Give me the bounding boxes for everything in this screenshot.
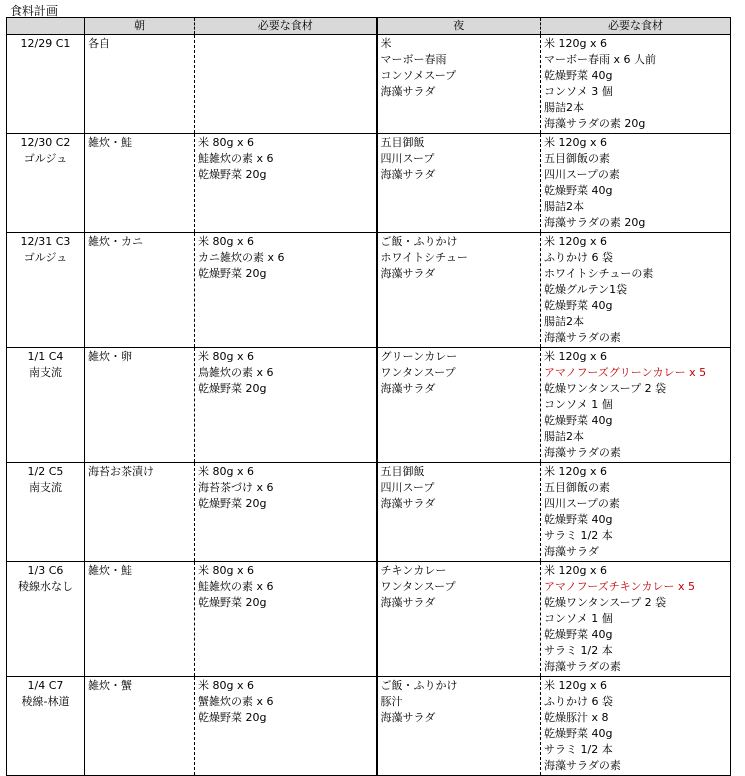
table-row	[7, 562, 731, 677]
date-cell-line: 稜線-林道	[21, 695, 70, 708]
dinner-items-cell-line: 腸詰2本	[544, 315, 584, 328]
date-cell	[7, 134, 85, 233]
breakfast-cell	[85, 677, 195, 776]
breakfast-items-cell	[195, 677, 377, 776]
dinner-items-cell-line: 四川スープの素	[544, 497, 620, 510]
dinner-items-cell	[541, 463, 731, 562]
breakfast-items-cell-line: 米 80g x 6	[198, 235, 254, 248]
dinner-cell-line: 海藻サラダ	[380, 711, 436, 724]
dinner-cell-line: 四川スープ	[380, 481, 435, 494]
table-row	[7, 35, 731, 134]
date-cell	[7, 463, 85, 562]
dinner-items-cell-line: 乾燥野菜 40g	[544, 628, 613, 641]
date-cell	[7, 35, 85, 134]
dinner-items-cell-line: サラミ 1/2 本	[544, 529, 613, 542]
dinner-items-cell-line: 五目御飯の素	[544, 152, 610, 165]
dinner-cell-line: ご飯・ふりかけ	[380, 235, 458, 248]
dinner-items-cell-line: 乾燥野菜 40g	[544, 414, 613, 427]
breakfast-items-cell-line: 米 80g x 6	[198, 350, 254, 363]
dinner-items-cell	[541, 35, 731, 134]
dinner-items-cell-line: 乾燥野菜 40g	[544, 513, 613, 526]
date-cell-line: ゴルジュ	[23, 152, 68, 165]
breakfast-items-cell	[195, 463, 377, 562]
date-cell-line: 1/3 C6	[27, 564, 64, 577]
dinner-items-cell-line: 海藻サラダ	[544, 545, 599, 558]
dinner-items-cell	[541, 562, 731, 677]
dinner-cell-line: 海藻サラダ	[380, 85, 436, 98]
breakfast-items-cell-line: 海苔茶づけ x 6	[198, 481, 274, 494]
date-cell-line: 1/1 C4	[27, 350, 64, 363]
dinner-items-cell-line: ふりかけ 6 袋	[544, 695, 613, 708]
dinner-items-cell-line: 海藻サラダの素	[544, 331, 621, 344]
dinner-items-cell-line: 腸詰2本	[544, 430, 584, 443]
table-row	[7, 134, 731, 233]
dinner-items-cell-line: 米 120g x 6	[544, 37, 607, 50]
dinner-cell	[377, 348, 541, 463]
breakfast-items-cell-line: 鳥雑炊の素 x 6	[198, 366, 274, 379]
dinner-cell-line: ご飯・ふりかけ	[380, 679, 458, 692]
dinner-items-cell-line: 米 120g x 6	[544, 564, 607, 577]
dinner-items-cell-line: 米 120g x 6	[544, 465, 607, 478]
breakfast-items-cell	[195, 562, 377, 677]
breakfast-cell-line: 雑炊・蟹	[88, 679, 132, 692]
breakfast-cell-line: 各自	[88, 37, 110, 50]
table-row	[7, 463, 731, 562]
date-cell	[7, 677, 85, 776]
dinner-cell	[377, 562, 541, 677]
breakfast-items-cell	[195, 233, 377, 348]
dinner-cell-line: コンソメスープ	[380, 69, 457, 82]
dinner-cell-line: マーボー春雨	[380, 53, 447, 66]
breakfast-cell-line: 雑炊・卵	[88, 350, 132, 363]
breakfast-cell	[85, 348, 195, 463]
breakfast-cell-line: 雑炊・鮭	[88, 564, 132, 577]
dinner-cell-line: 海藻サラダ	[380, 497, 436, 510]
dinner-items-cell-line: 米 120g x 6	[544, 679, 607, 692]
date-cell	[7, 348, 85, 463]
dinner-items-cell-line: 乾燥野菜 40g	[544, 727, 613, 740]
dinner-items-cell-line: アマノフーズグリーンカレー x 5	[544, 366, 707, 379]
dinner-items-cell-line: 米 120g x 6	[544, 350, 607, 363]
date-cell-line: 1/4 C7	[27, 679, 64, 692]
dinner-cell-line: 米	[380, 37, 392, 50]
breakfast-items-cell	[195, 134, 377, 233]
breakfast-items-cell-line: 鮭雑炊の素 x 6	[198, 152, 274, 165]
breakfast-items-cell-line: 鮭雑炊の素 x 6	[198, 580, 274, 593]
dinner-items-cell-line: 乾燥豚汁 x 8	[544, 711, 609, 724]
dinner-items-cell-line: 海藻サラダの素	[544, 759, 621, 772]
dinner-cell-line: 四川スープ	[380, 152, 435, 165]
dinner-cell-line: チキンカレー	[380, 564, 447, 577]
breakfast-items-cell-line: 米 80g x 6	[198, 679, 254, 692]
date-cell-line: ゴルジュ	[23, 251, 68, 264]
dinner-items-cell	[541, 677, 731, 776]
dinner-items-cell-line: 米 120g x 6	[544, 235, 607, 248]
dinner-items-cell-line: サラミ 1/2 本	[544, 644, 613, 657]
dinner-items-cell-line: サラミ 1/2 本	[544, 743, 613, 756]
header-dinner: 夜	[377, 18, 541, 35]
dinner-cell	[377, 233, 541, 348]
dinner-cell-line: グリーンカレー	[380, 350, 458, 363]
dinner-cell-line: 五目御飯	[380, 465, 425, 478]
date-cell-line: 南支流	[29, 366, 62, 379]
dinner-cell-line: 海藻サラダ	[380, 596, 436, 609]
dinner-cell-line: 海藻サラダ	[380, 267, 436, 280]
breakfast-cell	[85, 35, 195, 134]
breakfast-items-cell-line: 米 80g x 6	[198, 564, 254, 577]
breakfast-items-cell-line: 米 80g x 6	[198, 465, 254, 478]
breakfast-cell	[85, 463, 195, 562]
dinner-items-cell-line: 米 120g x 6	[544, 136, 607, 149]
dinner-items-cell-line: 乾燥野菜 40g	[544, 299, 613, 312]
breakfast-items-cell-line: 乾燥野菜 20g	[198, 497, 267, 510]
dinner-items-cell-line: 腸詰2本	[544, 101, 584, 114]
breakfast-items-cell-line: 乾燥野菜 20g	[198, 382, 267, 395]
date-cell-line: 稜線水なし	[18, 580, 73, 593]
dinner-cell-line: 豚汁	[380, 695, 403, 708]
breakfast-items-cell-line: 米 80g x 6	[198, 136, 254, 149]
breakfast-items-cell	[195, 35, 377, 134]
dinner-cell-line: 海藻サラダ	[380, 168, 436, 181]
dinner-items-cell-line: ふりかけ 6 袋	[544, 251, 613, 264]
date-cell-line: 12/29 C1	[20, 37, 71, 50]
dinner-items-cell-line: 海藻サラダの素 20g	[544, 117, 646, 130]
dinner-cell	[377, 463, 541, 562]
header-breakfast: 朝	[85, 18, 195, 35]
dinner-items-cell-line: 乾燥ワンタンスープ 2 袋	[544, 382, 667, 395]
dinner-items-cell-line: 五目御飯の素	[544, 481, 610, 494]
dinner-items-cell-line: 海藻サラダの素 20g	[544, 216, 646, 229]
dinner-items-cell	[541, 134, 731, 233]
dinner-items-cell-line: ホワイトシチューの素	[544, 267, 654, 280]
breakfast-cell	[85, 233, 195, 348]
table-row	[7, 677, 731, 776]
dinner-cell	[377, 134, 541, 233]
dinner-items-cell-line: アマノフーズチキンカレー x 5	[544, 580, 695, 593]
dinner-items-cell-line: 四川スープの素	[544, 168, 620, 181]
date-cell-line: 12/30 C2	[20, 136, 71, 149]
header-dinner-items: 必要な食材	[541, 18, 731, 35]
table-row	[7, 348, 731, 463]
dinner-items-cell-line: 乾燥野菜 40g	[544, 69, 613, 82]
dinner-cell	[377, 677, 541, 776]
header-breakfast-items: 必要な食材	[195, 18, 377, 35]
breakfast-items-cell-line: カニ雑炊の素 x 6	[198, 251, 285, 264]
dinner-items-cell-line: コンソメ 3 個	[544, 85, 613, 98]
dinner-cell	[377, 35, 541, 134]
date-cell	[7, 233, 85, 348]
dinner-cell-line: ホワイトシチュー	[380, 251, 468, 264]
breakfast-cell-line: 雑炊・カニ	[88, 235, 143, 248]
dinner-cell-line: ワンタンスープ	[380, 366, 456, 379]
dinner-items-cell-line: 腸詰2本	[544, 200, 584, 213]
date-cell-line: 1/2 C5	[27, 465, 64, 478]
breakfast-items-cell-line: 乾燥野菜 20g	[198, 711, 267, 724]
date-cell-line: 南支流	[29, 481, 62, 494]
dinner-items-cell-line: マーボー春雨 x 6 人前	[544, 53, 656, 66]
dinner-cell-line: ワンタンスープ	[380, 580, 456, 593]
meal-plan-table	[6, 17, 731, 776]
dinner-items-cell-line: 海藻サラダの素	[544, 660, 621, 673]
table-row	[7, 233, 731, 348]
dinner-items-cell-line: 海藻サラダの素	[544, 446, 621, 459]
breakfast-cell	[85, 562, 195, 677]
header-date	[7, 18, 85, 35]
header-row	[7, 18, 731, 35]
date-cell	[7, 562, 85, 677]
dinner-items-cell-line: 乾燥グルテン1袋	[544, 283, 628, 296]
breakfast-items-cell-line: 乾燥野菜 20g	[198, 596, 267, 609]
date-cell-line: 12/31 C3	[20, 235, 71, 248]
breakfast-cell	[85, 134, 195, 233]
breakfast-cell-line: 海苔お茶漬け	[88, 465, 154, 478]
dinner-items-cell	[541, 233, 731, 348]
dinner-items-cell-line: コンソメ 1 個	[544, 398, 613, 411]
dinner-items-cell-line: 乾燥ワンタンスープ 2 袋	[544, 596, 667, 609]
breakfast-items-cell-line: 乾燥野菜 20g	[198, 267, 267, 280]
breakfast-cell-line: 雑炊・鮭	[88, 136, 132, 149]
breakfast-items-cell-line: 蟹雑炊の素 x 6	[198, 695, 274, 708]
dinner-cell-line: 五目御飯	[380, 136, 425, 149]
document-title: 食料計画	[10, 4, 59, 18]
dinner-items-cell	[541, 348, 731, 463]
dinner-items-cell-line: 乾燥野菜 40g	[544, 184, 613, 197]
breakfast-items-cell	[195, 348, 377, 463]
dinner-cell-line: 海藻サラダ	[380, 382, 436, 395]
breakfast-items-cell-line: 乾燥野菜 20g	[198, 168, 267, 181]
dinner-items-cell-line: コンソメ 1 個	[544, 612, 613, 625]
